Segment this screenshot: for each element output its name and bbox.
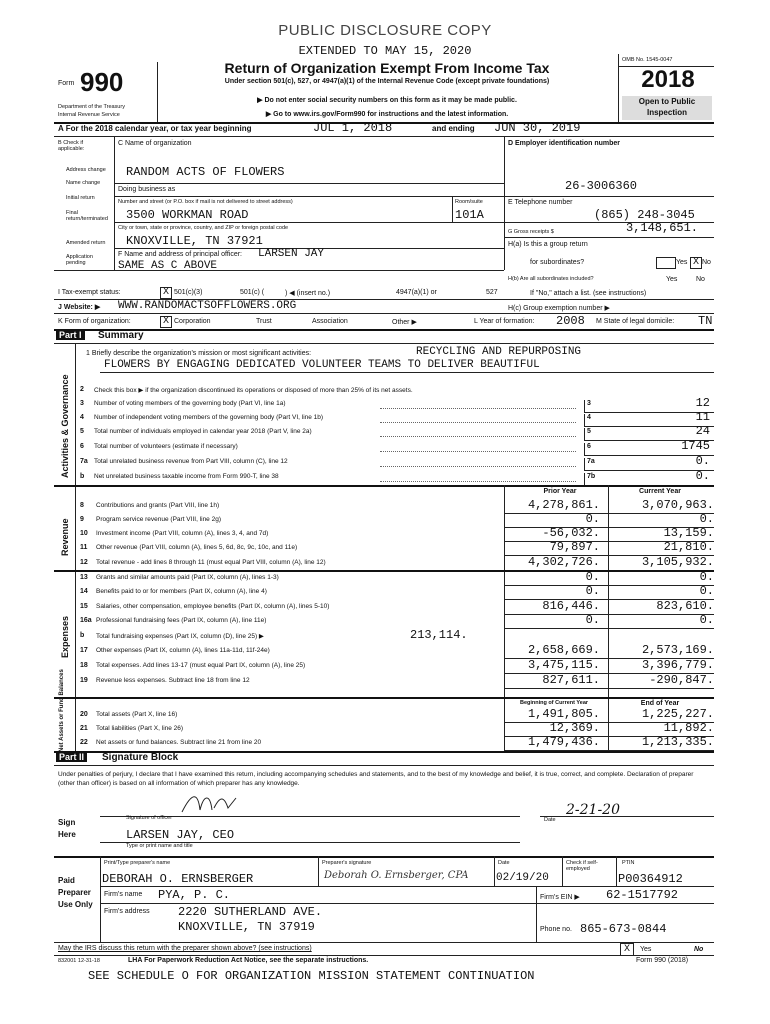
firm-name-label: Firm's name (104, 891, 143, 898)
line-text: Total assets (Part X, line 16) (96, 711, 178, 718)
discuss-yes-checkbox[interactable]: X (620, 943, 634, 956)
line-text: Number of independent voting members of the governing body (Part VI, line 1b) (94, 414, 324, 421)
line-text: Program service revenue (Part VIII, line 2g) (96, 516, 221, 523)
check-initial-return: Initial return (66, 195, 95, 201)
group-yes-box[interactable] (656, 257, 676, 269)
org-name-label: C Name of organization (118, 140, 192, 147)
street-address: 3500 WORKMAN ROAD (126, 208, 249, 222)
line-text: Total expenses. Add lines 13-17 (must equal Part IX, column (A), line 25) (96, 662, 306, 669)
check-address-change: Address change (66, 167, 106, 173)
corporation-checkbox[interactable]: X (160, 316, 172, 328)
check-amended-return: Amended return (66, 240, 106, 246)
current-year-value: 3,070,963. (641, 498, 714, 512)
net-line-22 (80, 737, 714, 751)
section-b-label: B Check if applicable: (58, 140, 85, 152)
ein-value: 26-3006360 (565, 179, 638, 193)
line-number: 4 (80, 414, 84, 421)
paid-label: Paid (58, 876, 75, 885)
line-text: Salaries, other compensation, employee benefits (Part IX, column (A), lines 5-10) (96, 603, 330, 610)
lha-notice: LHA For Paperwork Reduction Act Notice, see the separate instructions. (128, 957, 369, 964)
current-year-value: 823,610. (656, 599, 714, 613)
check-application-pending: Application pending (66, 254, 93, 266)
line-text: Net assets or fund balances. Subtract line 21 from line 20 (96, 739, 262, 746)
line-number: 20 (80, 711, 88, 718)
gov-line-6 (80, 441, 714, 455)
end-year-value: 11,892. (663, 721, 714, 735)
discuss-yes-label: Yes (640, 946, 652, 953)
line-text: Investment income (Part VIII, column (A), lines 3, 4, and 7d) (96, 530, 269, 537)
line-number: 7a (80, 458, 88, 465)
formation-year-label: L Year of formation: (474, 318, 535, 325)
extension-stamp: EXTENDED TO MAY 15, 2020 (298, 44, 472, 58)
begin-year-value: 1,491,805. (527, 707, 600, 721)
line-number: b (80, 632, 85, 639)
line-value: 0. (695, 454, 710, 468)
preparer-name: DEBORAH O. ERNSBERGER (102, 872, 254, 886)
side-label-governance: Activities & Governance (60, 374, 70, 478)
firm-address-2: KNOXVILLE, TN 37919 (178, 920, 315, 934)
form-number: 990 (80, 67, 124, 97)
line-text: Revenue less expenses. Subtract line 18 from line 12 (96, 677, 250, 684)
part2-title: Signature Block (102, 752, 179, 763)
discuss-no-label: No (694, 946, 704, 953)
line-text: Other revenue (Part VIII, column (A), lines 5, 6d, 8c, 9c, 10c, and 11e) (96, 544, 298, 551)
gov-line-b (80, 471, 714, 485)
current-year-value: 0. (699, 613, 714, 627)
principal-officer-address: SAME AS C ABOVE (118, 260, 218, 272)
line-value: 12 (695, 396, 710, 410)
ein-label: D Employer identification number (508, 140, 621, 147)
fin-line-19 (80, 675, 714, 689)
line-number: 19 (80, 677, 88, 684)
insert-no-label: ) ◀ (insert no.) (285, 290, 331, 297)
street-label: Number and street (or P.O. box if mail is not delivered to street address) (118, 199, 293, 205)
prior-year-value: -56,032. (542, 526, 600, 540)
instructions-notice: ▶ Go to www.irs.gov/Form990 for instructions and the latest information. (265, 111, 509, 118)
firm-phone: 865-673-0844 (580, 922, 667, 936)
line-a-label: A For the 2018 calendar year, or tax year beginning (58, 124, 252, 133)
fin-line-11 (80, 542, 714, 556)
part1-label: Part I (56, 330, 85, 340)
line-value: 24 (695, 424, 710, 438)
dba-label: Doing business as (118, 186, 176, 193)
ptin-value: P00364912 (618, 872, 683, 886)
website-label: J Website: ▶ (58, 304, 101, 311)
sign-label: Sign (58, 818, 76, 827)
line-number: 2 (80, 386, 84, 393)
officer-signature[interactable] (180, 790, 240, 817)
prior-year-value: 3,475,115. (527, 658, 600, 672)
line-text: Total fundraising expenses (Part IX, column (D), line 25) ▶ (96, 633, 264, 640)
subordinates-label: H(b) Are all subordinates included? (508, 276, 594, 282)
line-box-number: 7b (584, 473, 603, 485)
line-number: 22 (80, 739, 88, 746)
line-number: 21 (80, 725, 88, 732)
fin-line-18 (80, 660, 714, 674)
sub-no-label: No (696, 276, 705, 283)
prior-year-header: Prior Year (543, 488, 577, 495)
line-text: Grants and similar amounts paid (Part IX, column (A), lines 1-3) (96, 574, 279, 581)
4947-label: 4947(a)(1) or (396, 289, 437, 296)
line-value: 1745 (681, 439, 710, 453)
line-text: Contributions and grants (Part VIII, line 1h) (96, 502, 220, 509)
omb-number: OMB No. 1545-0047 (622, 57, 673, 63)
group-exemption-label: H(c) Group exemption number ▶ (508, 305, 610, 312)
gross-receipts-value: 3,148,651. (626, 221, 699, 235)
firm-address-label: Firm's address (104, 908, 150, 915)
preparer-date: 02/19/20 (496, 872, 549, 884)
line-number: 5 (80, 428, 84, 435)
signature-scribble-icon (180, 790, 240, 816)
formation-year: 2008 (556, 314, 585, 328)
side-label-expenses: Expenses (60, 615, 70, 658)
line-number: 18 (80, 662, 88, 669)
preparer-signature[interactable]: Deborah O. Ernsberger, CPA (324, 870, 469, 881)
org-name: RANDOM ACTS OF FLOWERS (126, 165, 285, 179)
prior-year-value: 79,897. (549, 540, 600, 554)
trust-label: Trust (256, 318, 272, 325)
prior-year-value: 827,611. (542, 673, 600, 687)
domicile-label: M State of legal domicile: (596, 318, 675, 325)
line-number: 9 (80, 516, 84, 523)
501c3-label: 501(c)(3) (174, 289, 203, 296)
fin-line-14 (80, 586, 714, 600)
website-url[interactable]: WWW.RANDOMACTSOFFLOWERS.ORG (118, 300, 297, 312)
ssn-notice: ▶ Do not enter social security numbers on this form as it may be made public. (257, 97, 517, 104)
subordinates-note: If "No," attach a list. (see instructions) (530, 290, 647, 297)
line-text: Professional fundraising fees (Part IX, column (A), line 11e) (96, 617, 267, 624)
current-year-value: 0. (699, 584, 714, 598)
inline-amount: 213,114. (410, 628, 468, 642)
501c-label: 501(c) ( (240, 289, 265, 296)
group-return-label: H(a) Is this a group return (508, 241, 588, 248)
gov-line-7a (80, 456, 714, 470)
group-yes-label: Yes (676, 259, 688, 266)
form-code: 832001 12-31-18 (58, 958, 100, 964)
line-text: Total revenue - add lines 8 through 11 (must equal Part VIII, column (A), line 12) (96, 559, 326, 566)
schedule-o-note: SEE SCHEDULE O FOR ORGANIZATION MISSION STATEMENT CONTINUATION (88, 969, 535, 983)
form-title: Return of Organization Exempt From Income Tax (224, 60, 550, 76)
sign-date: 2-21-20 (566, 802, 620, 818)
prior-year-value: 0. (585, 512, 600, 526)
line-text: Benefits paid to or for members (Part IX, column (A), line 4) (96, 588, 267, 595)
officer-sig-label: Signature of officer (126, 815, 173, 821)
line-number: b (80, 473, 85, 480)
preparer-label: Preparer (58, 888, 91, 897)
prior-year-value: 816,446. (542, 599, 600, 613)
use-only-label: Use Only (58, 900, 93, 909)
room-suite: 101A (455, 208, 484, 222)
principal-officer-name: LARSEN JAY (258, 248, 325, 260)
discontinued-checkbox[interactable] (150, 385, 159, 394)
begin-year-value: 1,479,436. (527, 735, 600, 749)
public-disclosure-stamp: PUBLIC DISCLOSURE COPY (278, 22, 492, 39)
line-text: Total number of individuals employed in calendar year 2018 (Part V, line 2a) (94, 428, 312, 435)
line-number: 13 (80, 574, 88, 581)
begin-year-header: Beginning of Current Year (519, 700, 589, 706)
domicile-state: TN (698, 314, 713, 328)
tax-year-begin: JUL 1, 2018 (313, 121, 393, 135)
line-number: 10 (80, 530, 88, 537)
open-public-box (622, 96, 712, 120)
form-subtitle: Under section 501(c), 527, or 4947(a)(1) of the Internal Revenue Code (except private foundations) (224, 78, 550, 85)
prior-year-value: 0. (585, 570, 600, 584)
line-number: 8 (80, 502, 84, 509)
line-text: Total number of volunteers (estimate if necessary) (94, 443, 238, 450)
phone-label: E Telephone number (508, 199, 573, 206)
irs-name: Internal Revenue Service (58, 112, 120, 118)
mission-line-1: RECYCLING AND REPURPOSING (416, 346, 582, 358)
current-year-value: 3,396,779. (641, 658, 714, 672)
mission-label: 1 Briefly describe the organization's mission or most significant activities: (86, 350, 312, 357)
principal-officer-label: F Name and address of principal officer: (118, 251, 242, 258)
line-number: 11 (80, 544, 88, 551)
line-box-number: 5 (584, 428, 603, 440)
current-year-value: 2,573,169. (641, 643, 714, 657)
group-no-box[interactable]: X (690, 257, 702, 269)
other-label: Other ▶ (392, 319, 417, 326)
group-return-sub: for subordinates? (530, 259, 585, 266)
line-box-number: 3 (584, 400, 603, 412)
end-year-value: 1,213,335. (641, 735, 714, 749)
form-footer: Form 990 (2018) (636, 957, 689, 964)
ptin-label: PTIN (622, 860, 635, 866)
preparer-date-label: Date (498, 860, 510, 866)
firm-name: PYA, P. C. (158, 888, 231, 902)
line-box-number: 6 (584, 443, 603, 455)
prior-year-value: 4,302,726. (527, 555, 600, 569)
current-year-value: 3,105,932. (641, 555, 714, 569)
side-label-revenue: Revenue (60, 518, 70, 556)
gross-receipts-label: G Gross receipts $ (508, 229, 554, 235)
current-year-value: 13,159. (663, 526, 714, 540)
line-number: 17 (80, 647, 88, 654)
association-label: Association (312, 318, 348, 325)
type-name-label: Type or print name and title (126, 843, 193, 849)
line-number: 16a (80, 617, 92, 624)
current-year-value: -290,847. (649, 673, 714, 687)
firm-phone-label: Phone no. (540, 926, 572, 933)
check-name-change: Name change (66, 180, 101, 186)
gov-line-5 (80, 426, 714, 440)
sub-yes-label: Yes (666, 276, 678, 283)
corporation-label: Corporation (174, 318, 211, 325)
dept-treasury: Department of the Treasury (58, 104, 125, 110)
line-box-number: 7a (584, 458, 603, 470)
org-form-label: K Form of organization: (58, 318, 131, 325)
current-year-header: Current Year (639, 488, 681, 495)
prior-year-value: 2,658,669. (527, 643, 600, 657)
firm-ein: 62-1517792 (606, 888, 679, 902)
line-box-number: 4 (584, 414, 603, 426)
current-year-value: 21,810. (663, 540, 714, 554)
line-number: 12 (80, 559, 88, 566)
city-state-zip: KNOXVILLE, TN 37921 (126, 234, 263, 248)
line-text: Check this box ▶ if the organization discontinued its operations or disposed of more than 25% of its net assets. (94, 387, 413, 394)
fin-line-12 (80, 557, 714, 571)
line-value: 11 (695, 410, 710, 424)
fin-line-b (80, 630, 714, 644)
prior-year-value: 0. (585, 613, 600, 627)
and-ending-label: and ending (432, 124, 475, 133)
tax-year: 2018 (641, 66, 695, 93)
check-final-return: Final return/terminated (66, 210, 108, 222)
form-word: Form (58, 80, 75, 87)
527-label: 527 (486, 289, 498, 296)
prior-year-value: 4,278,861. (527, 498, 600, 512)
perjury-statement: Under penalties of perjury, I declare that I have examined this return, including accompanying schedules and statements, and to the best of my knowledge and belief, it is true, correct, and complete. Declaration of preparer (other than officer) is based on all information of which preparer has any knowledge. (58, 771, 694, 787)
line-value: 0. (695, 469, 710, 483)
begin-year-value: 12,369. (549, 721, 600, 735)
end-year-value: 1,225,227. (641, 707, 714, 721)
self-employed-label: Check if self-employed (566, 860, 598, 872)
discuss-question: May the IRS discuss this return with the preparer shown above? (see instructions) (58, 945, 312, 952)
line-text: Total liabilities (Part X, line 26) (96, 725, 184, 732)
current-year-value: 0. (699, 570, 714, 584)
part1-title: Summary (98, 330, 144, 341)
firm-ein-label: Firm's EIN ▶ (540, 894, 580, 901)
tax-year-end: JUN 30, 2019 (494, 121, 581, 135)
city-label: City or town, state or province, country, and ZIP or foreign postal code (118, 225, 289, 231)
prior-year-value: 0. (585, 584, 600, 598)
side-label-net-assets: Net Assets or Fund Balances (59, 669, 65, 752)
phone-value: (865) 248-3045 (594, 208, 695, 222)
open-public-text: Open to Public (638, 97, 696, 106)
end-year-header: End of Year (640, 700, 680, 707)
here-label: Here (58, 830, 76, 839)
line-text: Number of voting members of the governing body (Part VI, line 1a) (94, 400, 286, 407)
preparer-sig-label: Preparer's signature (322, 860, 372, 866)
line-number: 14 (80, 588, 88, 595)
501c3-checkbox[interactable]: X (160, 287, 172, 299)
preparer-name-label: Print/Type preparer's name (104, 860, 171, 866)
officer-name-title: LARSEN JAY, CEO (126, 828, 235, 842)
sign-date-label: Date (544, 817, 556, 823)
room-label: Room/suite (455, 199, 483, 205)
tax-exempt-label: I Tax-exempt status: (58, 289, 121, 296)
inspection-text: Inspection (646, 108, 687, 117)
line-number: 15 (80, 603, 88, 610)
group-no-label: No (702, 259, 711, 266)
firm-address-1: 2220 SUTHERLAND AVE. (178, 905, 323, 919)
line-text: Total unrelated business revenue from Part VIII, column (C), line 12 (94, 458, 288, 465)
fin-line-17 (80, 645, 714, 659)
fin-line-16a (80, 615, 714, 629)
line-text: Net unrelated business taxable income from Form 990-T, line 38 (94, 473, 279, 480)
line-number: 6 (80, 443, 84, 450)
part2-label: Part II (56, 752, 87, 762)
line-number: 3 (80, 400, 84, 407)
current-year-value: 0. (699, 512, 714, 526)
line-text: Other expenses (Part IX, column (A), lines 11a-11d, 11f-24e) (96, 647, 270, 654)
mission-line-2: FLOWERS BY ENGAGING DEDICATED VOLUNTEER TEAMS TO DELIVER BEAUTIFUL (104, 359, 540, 371)
